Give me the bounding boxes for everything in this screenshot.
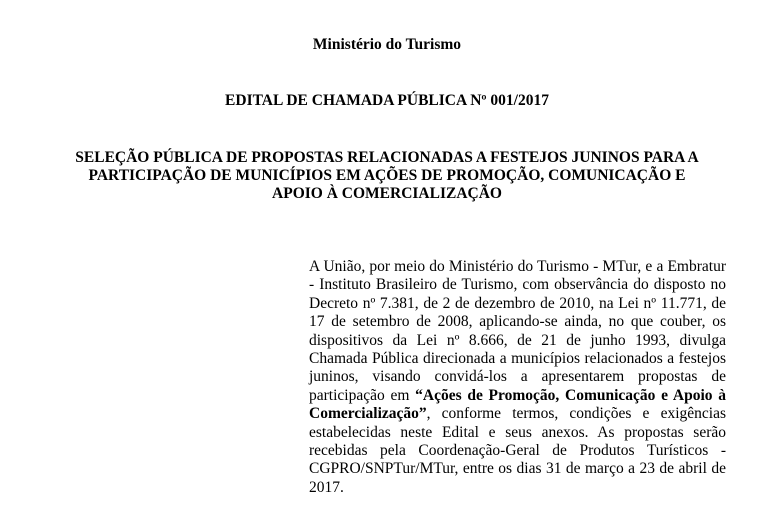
selection-title-line: SELEÇÃO PÚBLICA DE PROPOSTAS RELACIONADAS A FESTEJOS JUNINOS PARA A bbox=[75, 149, 699, 166]
body-paragraph bbox=[309, 258, 726, 497]
selection-title bbox=[60, 149, 714, 203]
selection-title-line: APOIO À COMERCIALIZAÇÃO bbox=[272, 185, 502, 202]
ministry-heading: Ministério do Turismo bbox=[312, 36, 462, 53]
body-text-part1: A União, por meio do Ministério do Turismo - MTur, e a Embratur - Instituto Brasileiro de Turismo, com observância do disposto no Decreto nº 7.381, de 2 de dezembro de 2010, na Lei nº 11.771, de 17 de setembro de 2008, aplicando-se ainda, no que couber, os dispositivos da Lei nº 8.666, de 21 de junho 1993, divulga Chamada Pública direcionada a municípios relacionados a festejos juninos, visando convidá-los a apresentarem propostas de participação em bbox=[309, 258, 726, 404]
body-text-bold: “Ações de Promoção, Comunicação e Apoio à Comercialização” bbox=[309, 386, 726, 423]
edital-title: EDITAL DE CHAMADA PÚBLICA Nº 001/2017 bbox=[225, 92, 549, 109]
body-text-part2: , conforme termos, condições e exigências estabelecidas neste Edital e seus anexos. As propostas serão recebidas pela Coordenação-Geral de Produtos Turísticos - CGPRO/SNPTur/MTur, entre os dias 31 de março a 23 de abril de 2017. bbox=[309, 405, 726, 496]
selection-title-line: PARTICIPAÇÃO DE MUNICÍPIOS EM AÇÕES DE PROMOÇÃO, COMUNICAÇÃO E bbox=[88, 167, 686, 184]
